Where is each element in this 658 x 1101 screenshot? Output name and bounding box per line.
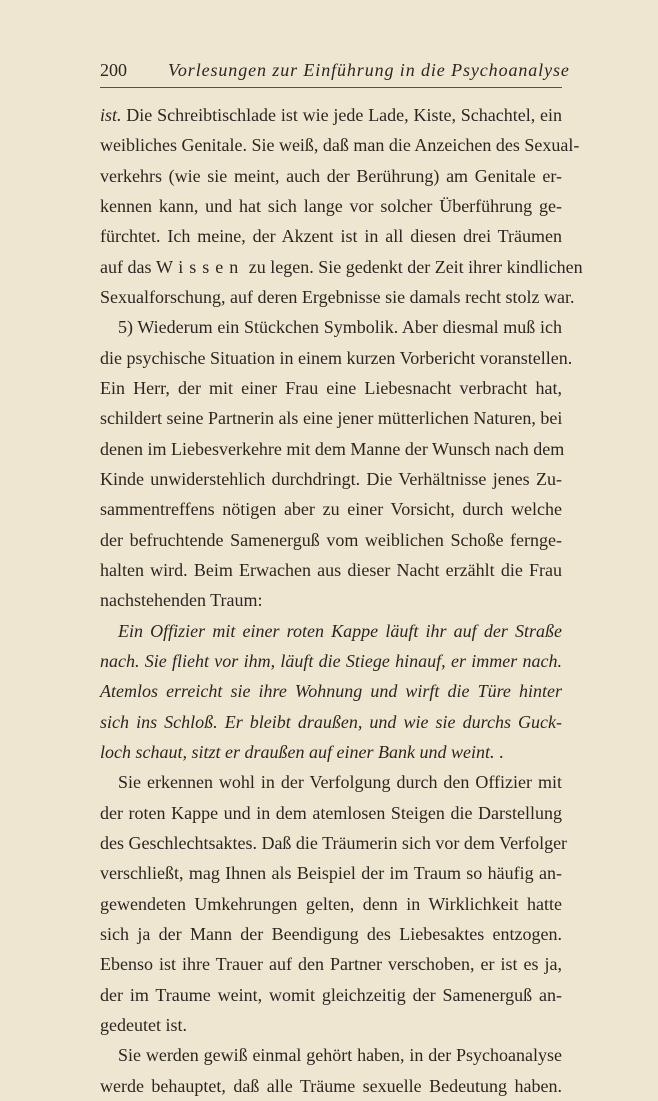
body-text [100,100,658,1101]
text-line [100,343,658,373]
italic-text: loch schaut, sitzt er draußen auf einer Bank und weint. [100,741,495,762]
running-title: Vorlesungen zur Einführung in die Psychoanalyse [168,60,570,80]
text-line [100,282,658,312]
italic-text: nach. Sie flieht vor ihm, läuft die Stiege hinauf, er immer nach. [100,650,562,671]
text-run: Die Schreibtischlade ist wie jede Lade, Kiste, Schachtel, ein [121,105,562,125]
text-run: halten wird. Beim Erwachen aus dieser Nacht erzählt die Frau [100,559,562,580]
text-run: die psychische Situation in einem kurzen Vorbericht voranstellen. [100,347,573,368]
text-run: weibliches Genitale. Sie weiß, daß man die Anzeichen des Sexual- [100,135,580,156]
text-run: Ebenso ist ihre Trauer auf den Partner verschoben, er ist es ja, [100,954,562,975]
text-line [100,403,658,433]
text-run: werde behauptet, daß alle Träume sexuelle Bedeutung haben. [100,1075,562,1096]
text-run: sammentreffens nötigen aber zu einer Vorsicht, durch welche [100,499,562,520]
text-run: Sie erkennen wohl in der Verfolgung durch den Offizier mit [118,772,562,793]
text-line [100,949,658,979]
text-line [100,100,658,130]
text-run: . [494,741,504,762]
text-line [100,707,658,737]
header-rule [100,87,562,88]
text-run: des Geschlechtsaktes. Daß die Träumerin sich vor dem Verfolger [100,832,568,853]
text-run: nachstehenden Traum: [100,590,263,611]
text-run: zu legen. Sie gedenkt der Zeit ihrer kindlichen [244,256,583,277]
text-line [100,373,658,403]
text-line [100,1071,658,1101]
italic-text: Atemlos erreicht sie ihre Wohnung und wirft die Türe hinter [100,681,562,702]
text-line [100,312,658,342]
text-run: sich ja der Mann der Beendigung des Liebesaktes entzogen. [100,923,562,944]
text-line [100,828,658,858]
page-number: 200 [100,60,127,80]
text-line [100,585,658,615]
text-run: Sie werden gewiß einmal gehört haben, in der Psychoanalyse [118,1045,562,1066]
italic-text: Ein Offizier mit einer roten Kappe läuft ihr auf der Straße [118,620,562,641]
text-line [100,798,658,828]
text-line [100,646,658,676]
italic-text: sich ins Schloß. Er bleibt draußen, und wie sie durchs Guck- [100,711,562,732]
text-run: gewendeten Umkehrungen gelten, denn in Wirklichkeit hatte [100,893,562,914]
text-line [100,434,658,464]
text-line [100,130,658,160]
text-line [100,737,658,767]
text-line [100,191,658,221]
text-line [100,889,658,919]
text-line [100,1040,658,1070]
text-run: der roten Kappe und in dem atemlosen Steigen die Darstellung [100,802,562,823]
text-run: Kinde unwiderstehlich durchdringt. Die Verhältnisse jenes Zu- [100,468,562,489]
text-line [100,555,658,585]
text-run: Sexualforschung, auf deren Ergebnisse sie damals recht stolz war. [100,286,575,307]
text-line [100,161,658,191]
text-line [100,767,658,797]
text-run: auf das [100,256,156,277]
text-run: der befruchtende Samenerguß vom weiblichen Schoße fernge- [100,529,562,550]
text-line [100,252,658,282]
text-run: gedeutet ist. [100,1014,187,1035]
text-run: fürchtet. Ich meine, der Akzent ist in all diesen drei Träumen [100,226,562,247]
text-run: verkehrs (wie sie meint, auch der Berührung) am Genitale er- [100,165,562,186]
spaced-text: Wissen [155,256,245,277]
text-run: der im Traume weint, womit gleichzeitig der Samenerguß an- [100,984,562,1005]
text-run: schildert seine Partnerin als eine jener mütterlichen Naturen, bei [100,408,563,429]
text-line [100,525,658,555]
text-line [100,858,658,888]
text-run: kennen kann, und hat sich lange vor solcher Überführung ge- [100,195,562,216]
text-line [100,221,658,251]
text-line [100,676,658,706]
text-run: denen im Liebesverkehre mit dem Manne der Wunsch nach dem [100,438,565,459]
text-line [100,494,658,524]
text-line [100,464,658,494]
running-header [100,58,570,82]
text-line [100,1010,658,1040]
text-line [100,616,658,646]
text-run: verschließt, mag Ihnen als Beispiel der im Traum so häufig an- [100,863,562,884]
text-run: Ein Herr, der mit einer Frau eine Liebesnacht verbracht hat, [100,377,562,398]
italic-text: ist. [100,105,122,125]
text-run: 5) Wiederum ein Stückchen Symbolik. Aber diesmal muß ich [118,317,562,338]
text-line [100,980,658,1010]
text-line [100,919,658,949]
